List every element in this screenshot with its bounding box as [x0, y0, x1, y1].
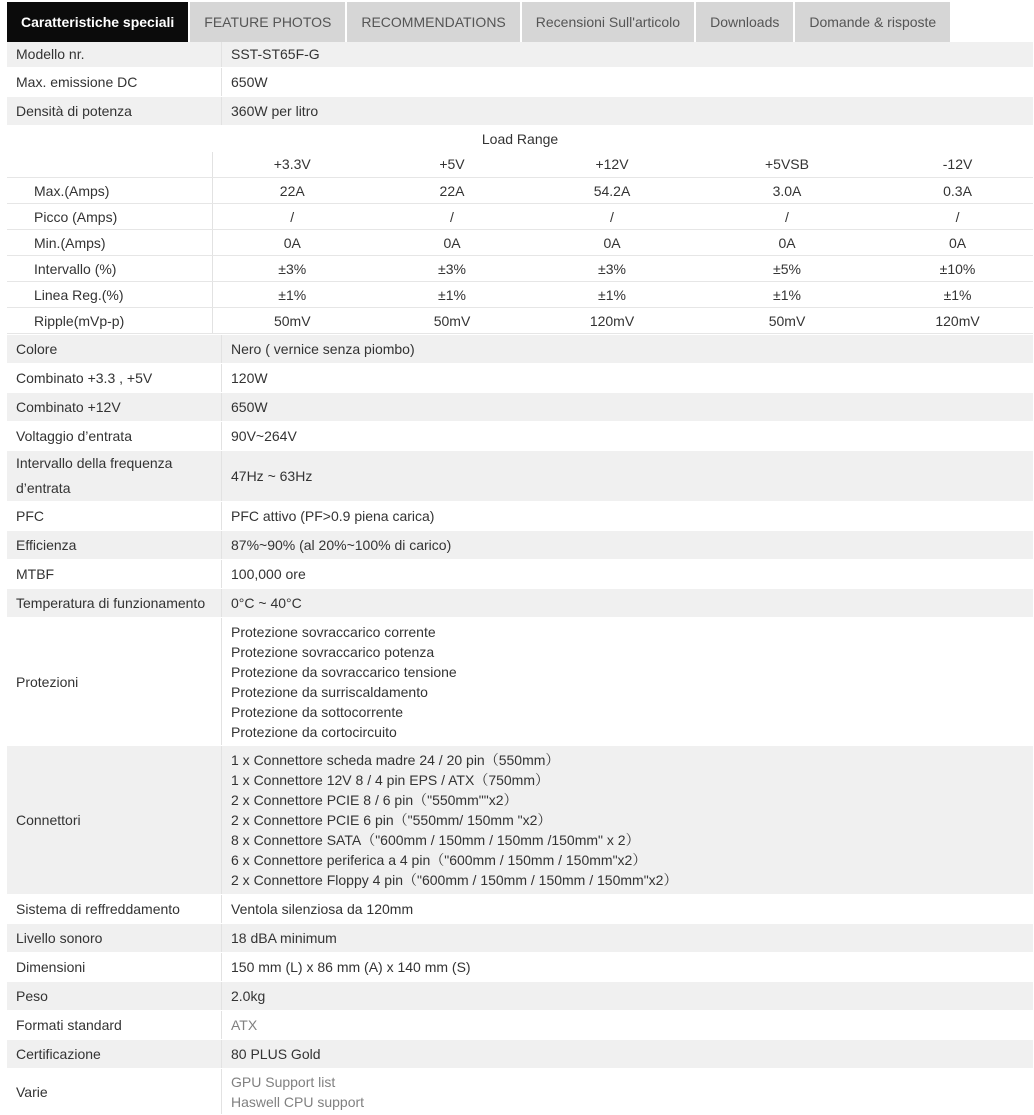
- spec-value: 650W: [222, 393, 1034, 422]
- load-range-cell: [7, 125, 1033, 335]
- lr-cell: ±5%: [692, 256, 882, 282]
- tab-feature-photos[interactable]: FEATURE PHOTOS: [190, 2, 345, 42]
- spec-value: SST-ST65F-G: [222, 42, 1034, 67]
- connettore-item: 1 x Connettore 12V 8 / 4 pin EPS / ATX（750mm）: [231, 772, 550, 788]
- lr-cell: ±1%: [692, 282, 882, 308]
- spec-value: Nero ( vernice senza piombo): [222, 335, 1034, 364]
- lr-cell: ±10%: [882, 256, 1033, 282]
- spec-label: Temperatura di funzionamento: [7, 589, 222, 618]
- lr-cell: 50mV: [212, 308, 372, 334]
- spec-value: 90V~264V: [222, 422, 1034, 451]
- lr-cell: ±3%: [532, 256, 692, 282]
- spec-value: 650W: [222, 67, 1034, 96]
- spec-value: 360W per litro: [222, 96, 1034, 125]
- lr-cell: 3.0A: [692, 178, 882, 204]
- protezione-item: Protezione da sovraccarico tensione: [231, 663, 457, 680]
- lr-cell: 120mV: [882, 308, 1033, 334]
- protezione-item: Protezione sovraccarico corrente: [231, 623, 436, 640]
- spec-row-colore: [7, 335, 1033, 364]
- lr-header: +5VSB: [692, 152, 882, 178]
- lr-cell: ±3%: [212, 256, 372, 282]
- spec-value: 80 PLUS Gold: [222, 1040, 1034, 1069]
- spec-value: PFC attivo (PF>0.9 piena carica): [222, 502, 1034, 531]
- tab-domande-risposte[interactable]: Domande & risposte: [795, 2, 950, 42]
- haswell-cpu-support-link[interactable]: Haswell CPU support: [231, 1093, 365, 1110]
- lr-header: +3.3V: [212, 152, 372, 178]
- spec-row-densita: [7, 96, 1033, 125]
- spec-value: 0°C ~ 40°C: [222, 589, 1034, 618]
- spec-label: Intervallo della frequenza d’entrata: [7, 451, 222, 502]
- lr-cell: /: [212, 204, 372, 230]
- spec-label: Protezioni: [7, 618, 222, 746]
- spec-value: 47Hz ~ 63Hz: [222, 451, 1034, 502]
- tab-bar: [7, 2, 952, 42]
- spec-value: 2.0kg: [222, 982, 1034, 1011]
- spec-value-links: [222, 1069, 1034, 1115]
- tab-recensioni[interactable]: Recensioni Sull'articolo: [522, 2, 694, 42]
- lr-cell: 0A: [882, 230, 1033, 256]
- lr-cell: /: [882, 204, 1033, 230]
- spec-label: Dimensioni: [7, 953, 222, 982]
- lr-cell: 50mV: [372, 308, 532, 334]
- spec-label: Combinato +12V: [7, 393, 222, 422]
- spec-label: Varie: [7, 1069, 222, 1115]
- lr-corner: [7, 152, 212, 178]
- spec-row-voltaggio: [7, 422, 1033, 451]
- connettore-item: 2 x Connettore PCIE 6 pin（"550mm/ 150mm "x2）: [231, 812, 552, 828]
- lr-header: +12V: [532, 152, 692, 178]
- lr-row-label: Linea Reg.(%): [7, 282, 212, 308]
- spec-label: Connettori: [7, 746, 222, 895]
- spec-row-combinato-33-5: [7, 364, 1033, 393]
- spec-label: Certificazione: [7, 1040, 222, 1069]
- lr-cell: 50mV: [692, 308, 882, 334]
- lr-cell: /: [692, 204, 882, 230]
- lr-row-label: Picco (Amps): [7, 204, 212, 230]
- spec-row-dimensioni: [7, 953, 1033, 982]
- connettore-item: 1 x Connettore scheda madre 24 / 20 pin（550mm）: [231, 752, 560, 768]
- gpu-support-list-link[interactable]: GPU Support list: [231, 1073, 336, 1090]
- protezione-item: Protezione da sottocorrente: [231, 703, 403, 720]
- lr-row-label: Min.(Amps): [7, 230, 212, 256]
- lr-cell: 0A: [372, 230, 532, 256]
- lr-cell: ±1%: [882, 282, 1033, 308]
- spec-label: Voltaggio d’entrata: [7, 422, 222, 451]
- tab-caratteristiche-speciali[interactable]: Caratteristiche speciali: [7, 2, 188, 42]
- spec-row-raffreddamento: [7, 895, 1033, 924]
- lr-cell: /: [532, 204, 692, 230]
- lr-cell: 54.2A: [532, 178, 692, 204]
- spec-row-efficienza: [7, 531, 1033, 560]
- connettore-item: 2 x Connettore Floppy 4 pin（"600mm / 150mm / 150mm / 150mm"x2）: [231, 872, 678, 888]
- lr-cell: 22A: [212, 178, 372, 204]
- lr-cell: ±1%: [372, 282, 532, 308]
- tab-recommendations[interactable]: RECOMMENDATIONS: [347, 2, 519, 42]
- spec-label: Sistema di reffreddamento: [7, 895, 222, 924]
- spec-label: Efficienza: [7, 531, 222, 560]
- lr-row: [7, 256, 1033, 282]
- protezione-item: Protezione da surriscaldamento: [231, 683, 428, 700]
- connettore-item: 6 x Connettore periferica a 4 pin（"600mm / 150mm / 150mm"x2）: [231, 852, 647, 868]
- spec-row-formati: [7, 1011, 1033, 1040]
- lr-cell: 0A: [212, 230, 372, 256]
- spec-value: 100,000 ore: [222, 560, 1034, 589]
- spec-label: Colore: [7, 335, 222, 364]
- spec-value: 87%~90% (al 20%~100% di carico): [222, 531, 1034, 560]
- lr-cell: 120mV: [532, 308, 692, 334]
- spec-value-list: [222, 746, 1034, 895]
- spec-row-connettori: [7, 746, 1033, 895]
- spec-value: 150 mm (L) x 86 mm (A) x 140 mm (S): [222, 953, 1034, 982]
- connettore-item: 2 x Connettore PCIE 8 / 6 pin（"550mm""x2）: [231, 792, 518, 808]
- spec-row-temperatura: [7, 589, 1033, 618]
- spec-label: PFC: [7, 502, 222, 531]
- spec-label: Formati standard: [7, 1011, 222, 1040]
- lr-cell: 0A: [532, 230, 692, 256]
- spec-row-peso: [7, 982, 1033, 1011]
- protezione-item: Protezione da cortocircuito: [231, 723, 397, 740]
- spec-row-mtbf: [7, 560, 1033, 589]
- lr-row: [7, 178, 1033, 204]
- spec-label: Peso: [7, 982, 222, 1011]
- lr-cell: 22A: [372, 178, 532, 204]
- lr-cell: 0A: [692, 230, 882, 256]
- spec-value: ATX: [222, 1011, 1034, 1040]
- specs-table: [7, 42, 1033, 1115]
- lr-row: [7, 282, 1033, 308]
- spec-row-pfc: [7, 502, 1033, 531]
- protezione-item: Protezione sovraccarico potenza: [231, 643, 435, 660]
- spec-row-certificazione: [7, 1040, 1033, 1069]
- spec-value: 18 dBA minimum: [222, 924, 1034, 953]
- lr-cell: /: [372, 204, 532, 230]
- lr-row-label: Ripple(mVp-p): [7, 308, 212, 334]
- spec-row-emissione: [7, 67, 1033, 96]
- spec-value: Ventola silenziosa da 120mm: [222, 895, 1034, 924]
- spec-label: MTBF: [7, 560, 222, 589]
- lr-row: [7, 308, 1033, 334]
- lr-row: [7, 204, 1033, 230]
- load-range-title-row: [7, 126, 1033, 152]
- spec-label: Densità di potenza: [7, 96, 222, 125]
- spec-row-varie: [7, 1069, 1033, 1115]
- tab-downloads[interactable]: Downloads: [696, 2, 793, 42]
- load-range-title: Load Range: [7, 126, 1033, 152]
- load-range-row: [7, 125, 1033, 335]
- lr-row: [7, 230, 1033, 256]
- spec-row-frequenza: [7, 451, 1033, 502]
- spec-label: Max. emissione DC: [7, 67, 222, 96]
- spec-row-combinato-12: [7, 393, 1033, 422]
- lr-cell: 0.3A: [882, 178, 1033, 204]
- lr-header: +5V: [372, 152, 532, 178]
- lr-cell: ±1%: [532, 282, 692, 308]
- lr-header: -12V: [882, 152, 1033, 178]
- lr-cell: ±1%: [212, 282, 372, 308]
- load-range-header-row: [7, 152, 1033, 178]
- spec-value-list: [222, 618, 1034, 746]
- lr-cell: ±3%: [372, 256, 532, 282]
- spec-label: Combinato +3.3 , +5V: [7, 364, 222, 393]
- lr-row-label: Max.(Amps): [7, 178, 212, 204]
- spec-row-livello-sonoro: [7, 924, 1033, 953]
- spec-value: 120W: [222, 364, 1034, 393]
- load-range-table: [7, 126, 1033, 335]
- spec-label: Modello nr.: [7, 42, 222, 67]
- lr-row-label: Intervallo (%): [7, 256, 212, 282]
- connettore-item: 8 x Connettore SATA（"600mm / 150mm / 150mm /150mm" x 2）: [231, 832, 640, 848]
- spec-row-protezioni: [7, 618, 1033, 746]
- spec-row-modello: [7, 42, 1033, 67]
- spec-label: Livello sonoro: [7, 924, 222, 953]
